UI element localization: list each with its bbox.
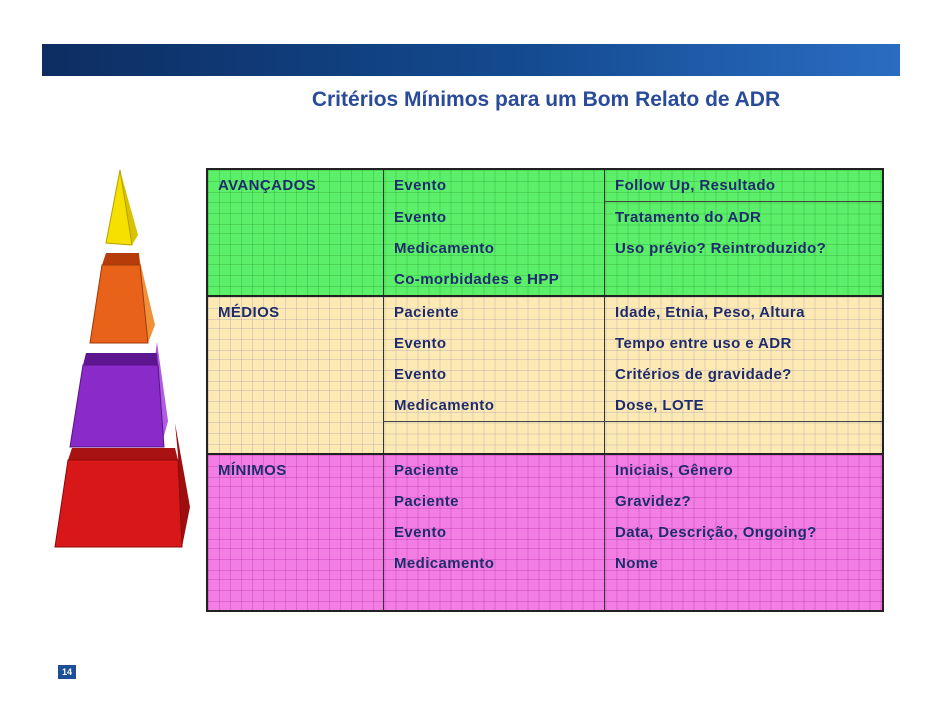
- table-row: [207, 422, 883, 455]
- empty-cell: [207, 548, 384, 579]
- section-label-minimum: MÍNIMOS: [207, 454, 384, 486]
- section-label-medium: MÉDIOS: [207, 296, 384, 328]
- table-row: [207, 328, 883, 359]
- detail-cell: [605, 579, 884, 611]
- detail-cell: Dose, LOTE: [605, 390, 884, 422]
- table-row: [207, 579, 883, 611]
- section-label-advanced: AVANÇADOS: [207, 169, 384, 202]
- detail-cell: Tratamento do ADR: [605, 202, 884, 234]
- detail-cell: Nome: [605, 548, 884, 579]
- criteria-table: [206, 168, 884, 612]
- empty-cell: [207, 202, 384, 234]
- empty-cell: [207, 390, 384, 422]
- table-row: [207, 264, 883, 296]
- detail-cell: Idade, Etnia, Peso, Altura: [605, 296, 884, 328]
- category-cell: Evento: [384, 328, 605, 359]
- detail-cell: [605, 264, 884, 296]
- table-row: [207, 390, 883, 422]
- empty-cell: [207, 264, 384, 296]
- pyramid-illustration: [50, 165, 200, 555]
- category-cell: Medicamento: [384, 233, 605, 264]
- header-bar: [42, 44, 900, 76]
- pyramid-orange-block: [90, 265, 148, 343]
- page-number: 14: [58, 665, 76, 679]
- empty-cell: [207, 486, 384, 517]
- category-cell: Evento: [384, 202, 605, 234]
- category-cell: Evento: [384, 359, 605, 390]
- category-cell: Paciente: [384, 454, 605, 486]
- detail-cell: Uso prévio? Reintroduzido?: [605, 233, 884, 264]
- detail-cell: Iniciais, Gênero: [605, 454, 884, 486]
- table-row: [207, 517, 883, 548]
- slide-title: Critérios Mínimos para um Bom Relato de ADR: [311, 88, 781, 111]
- table-row: [207, 233, 883, 264]
- category-cell: Paciente: [384, 296, 605, 328]
- table-row: [207, 296, 883, 328]
- category-cell: Paciente: [384, 486, 605, 517]
- pyramid-orange-band: [102, 253, 140, 265]
- empty-cell: [207, 233, 384, 264]
- table-row: [207, 548, 883, 579]
- empty-cell: [207, 422, 384, 455]
- empty-cell: [207, 359, 384, 390]
- detail-cell: Follow Up, Resultado: [605, 169, 884, 202]
- empty-cell: [207, 328, 384, 359]
- pyramid-red-band: [68, 448, 178, 460]
- pyramid-purple-band: [83, 353, 158, 365]
- category-cell: Medicamento: [384, 548, 605, 579]
- detail-cell: [605, 422, 884, 455]
- table-row: [207, 486, 883, 517]
- detail-cell: Data, Descrição, Ongoing?: [605, 517, 884, 548]
- category-cell: Evento: [384, 169, 605, 202]
- table-row: [207, 359, 883, 390]
- pyramid-purple-block: [70, 365, 164, 447]
- detail-cell: Tempo entre uso e ADR: [605, 328, 884, 359]
- detail-cell: Critérios de gravidade?: [605, 359, 884, 390]
- table-row: [207, 169, 883, 202]
- category-cell: Medicamento: [384, 390, 605, 422]
- category-cell: [384, 422, 605, 455]
- empty-cell: [207, 579, 384, 611]
- category-cell: Co-morbidades e HPP: [384, 264, 605, 296]
- detail-cell: Gravidez?: [605, 486, 884, 517]
- category-cell: Evento: [384, 517, 605, 548]
- table-row: [207, 202, 883, 234]
- pyramid-red-block: [55, 460, 182, 547]
- table-row: [207, 454, 883, 486]
- empty-cell: [207, 517, 384, 548]
- category-cell: [384, 579, 605, 611]
